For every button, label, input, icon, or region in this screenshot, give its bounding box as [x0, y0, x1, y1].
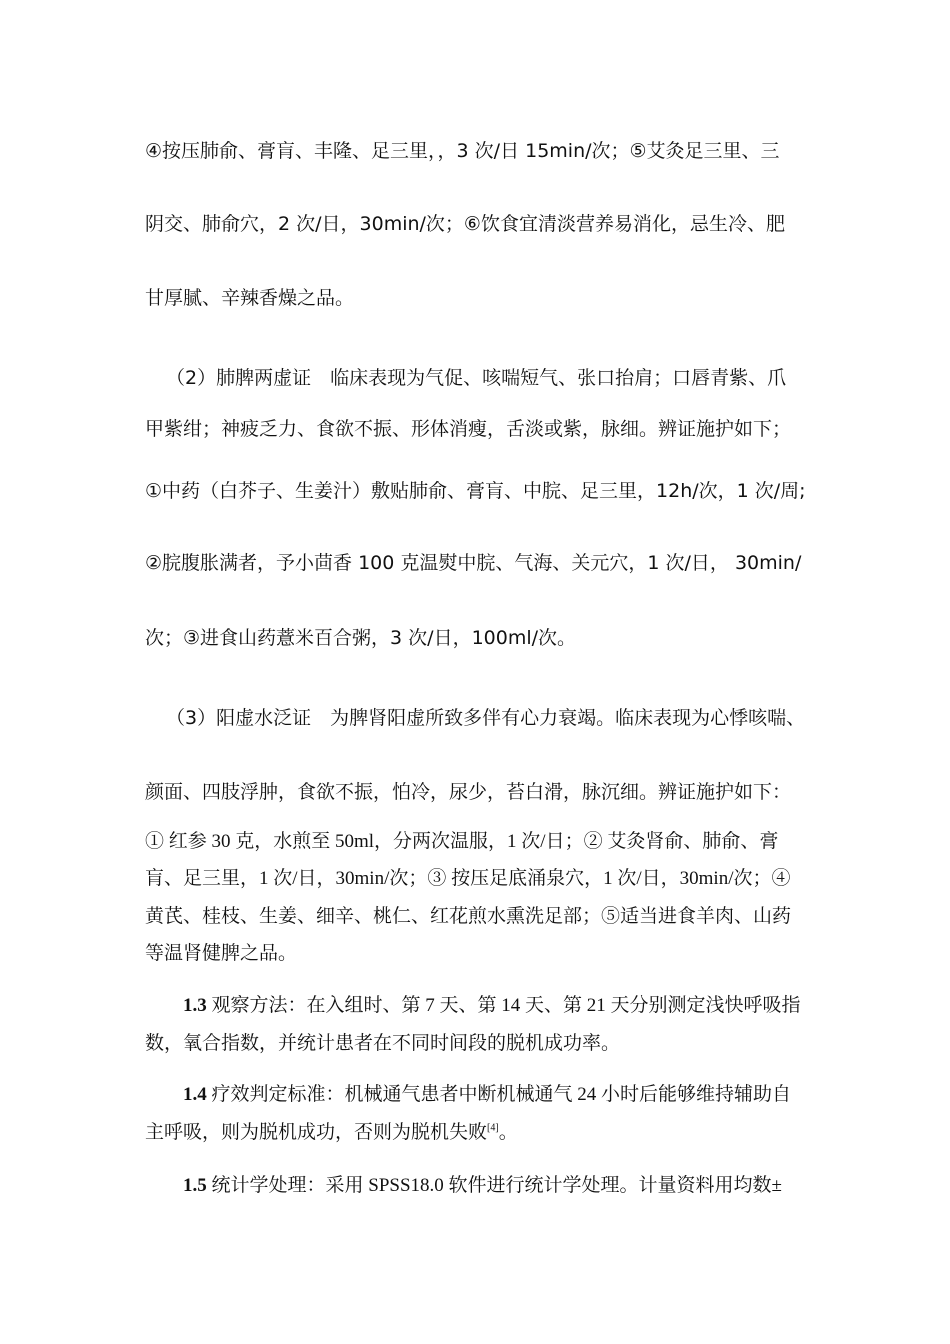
- section-number: 1.3: [183, 995, 207, 1016]
- para3-line4: 肓、足三里，1 次/日，30min/次；③ 按压足底涌泉穴，1 次/日，30min/次；④: [145, 868, 791, 889]
- para3-line2: 颜面、四肢浮肿，食欲不振，怕冷，尿少，苔白滑，脉沉细。辨证施护如下：: [145, 781, 792, 803]
- section-number: 1.4: [183, 1084, 207, 1105]
- para2-line5: 次；③进食山药薏米百合粥，3 次/日，100ml/次。: [145, 627, 577, 649]
- section-1-5-line1: [183, 1174, 782, 1198]
- section-text: 疗效判定标准：机械通气患者中断机械通气 24 小时后能够维持辅助自: [206, 1084, 792, 1105]
- para1-line1: ④按压肺俞、膏肓、丰隆、足三里，，3 次/日 15min/次；⑤艾灸足三里、三: [145, 140, 780, 162]
- section-1-4-line2: [145, 1121, 518, 1145]
- para2-line3: ①中药（白芥子、生姜汁）敷贴肺俞、膏肓、中脘、足三里，12h/次，1 次/周;: [145, 480, 806, 502]
- para2-line4: ②脘腹胀满者，予小茴香 100 克温熨中脘、气海、关元穴，1 次/日， 30min/: [145, 552, 802, 574]
- section-1-4-line1: [183, 1083, 791, 1107]
- section-text: 统计学处理：采用 SPSS18.0 软件进行统计学处理。计量资料用均数±: [206, 1175, 782, 1196]
- para3-line3: ① 红参 30 克，水煎至 50ml，分两次温服，1 次/日；② 艾灸肾俞、肺俞、膏: [145, 831, 779, 852]
- para1-line2: 阴交、肺俞穴，2 次/日，30min/次；⑥饮食宜清淡营养易消化，忌生冷、肥: [145, 213, 785, 235]
- para2-line1: （2）肺脾两虚证 临床表现为气促、咳喘短气、张口抬肩；口唇青紫、爪: [166, 367, 787, 389]
- para3-line1: （3）阳虚水泛证 为脾肾阳虚所致多伴有心力衰竭。临床表现为心悸咳喘、: [166, 707, 806, 729]
- section-1-3-line2: 数，氧合指数，并统计患者在不同时间段的脱机成功率。: [145, 1033, 621, 1054]
- section-1-3-line1: [183, 994, 801, 1018]
- section-text: 观察方法：在入组时、第 7 天、第 14 天、第 21 天分别测定浅快呼吸指: [206, 995, 801, 1016]
- citation-ref: [4]: [487, 1122, 499, 1134]
- para1-line3: 甘厚腻、辛辣香燥之品。: [145, 287, 355, 309]
- section-number: 1.5: [183, 1175, 207, 1196]
- para3-line6: 等温肾健脾之品。: [145, 943, 298, 964]
- para2-line2: 甲紫绀；神疲乏力、食欲不振、形体消瘦，舌淡或紫，脉细。辨证施护如下；: [145, 418, 792, 440]
- para3-line5: 黄芪、桂枝、生姜、细辛、桃仁、红花煎水熏洗足部；⑤适当进食羊肉、山药: [145, 906, 792, 927]
- section-text-end: 。: [498, 1122, 518, 1143]
- section-text: 主呼吸，则为脱机成功，否则为脱机失败: [145, 1122, 488, 1143]
